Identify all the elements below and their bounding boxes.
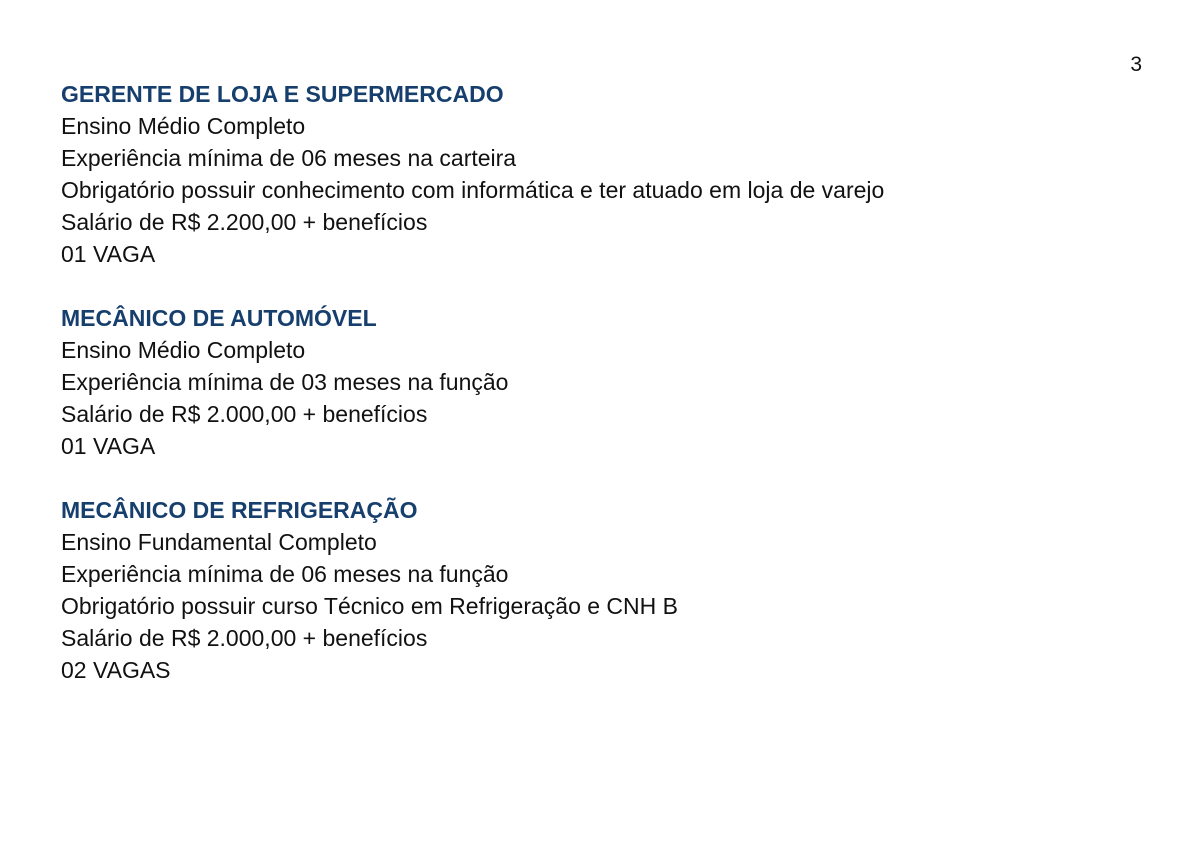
job-listing-auto-mechanic xyxy=(61,302,1141,462)
job-experience: Experiência mínima de 03 meses na função xyxy=(61,369,509,395)
job-salary: Salário de R$ 2.000,00 + benefícios xyxy=(61,625,428,651)
job-education: Ensino Fundamental Completo xyxy=(61,529,377,555)
job-title: GERENTE DE LOJA E SUPERMERCADO xyxy=(61,81,504,107)
job-listings xyxy=(61,78,1141,718)
job-vacancies: 02 VAGAS xyxy=(61,657,171,683)
job-requirement: Obrigatório possuir curso Técnico em Refrigeração e CNH B xyxy=(61,593,678,619)
job-experience: Experiência mínima de 06 meses na carteira xyxy=(61,145,517,171)
job-listing-store-manager xyxy=(61,78,1141,270)
job-experience: Experiência mínima de 06 meses na função xyxy=(61,561,509,587)
job-title: MECÂNICO DE AUTOMÓVEL xyxy=(61,305,377,331)
job-listing-refrigeration-mechanic xyxy=(61,494,1141,686)
job-education: Ensino Médio Completo xyxy=(61,113,306,139)
job-education: Ensino Médio Completo xyxy=(61,337,306,363)
job-vacancies: 01 VAGA xyxy=(61,433,156,459)
page-number: 3 xyxy=(1130,53,1142,76)
job-salary: Salário de R$ 2.000,00 + benefícios xyxy=(61,401,428,427)
job-vacancies: 01 VAGA xyxy=(61,241,156,267)
job-title: MECÂNICO DE REFRIGERAÇÃO xyxy=(61,497,418,523)
job-salary: Salário de R$ 2.200,00 + benefícios xyxy=(61,209,428,235)
job-requirement: Obrigatório possuir conhecimento com informática e ter atuado em loja de varejo xyxy=(61,177,885,203)
